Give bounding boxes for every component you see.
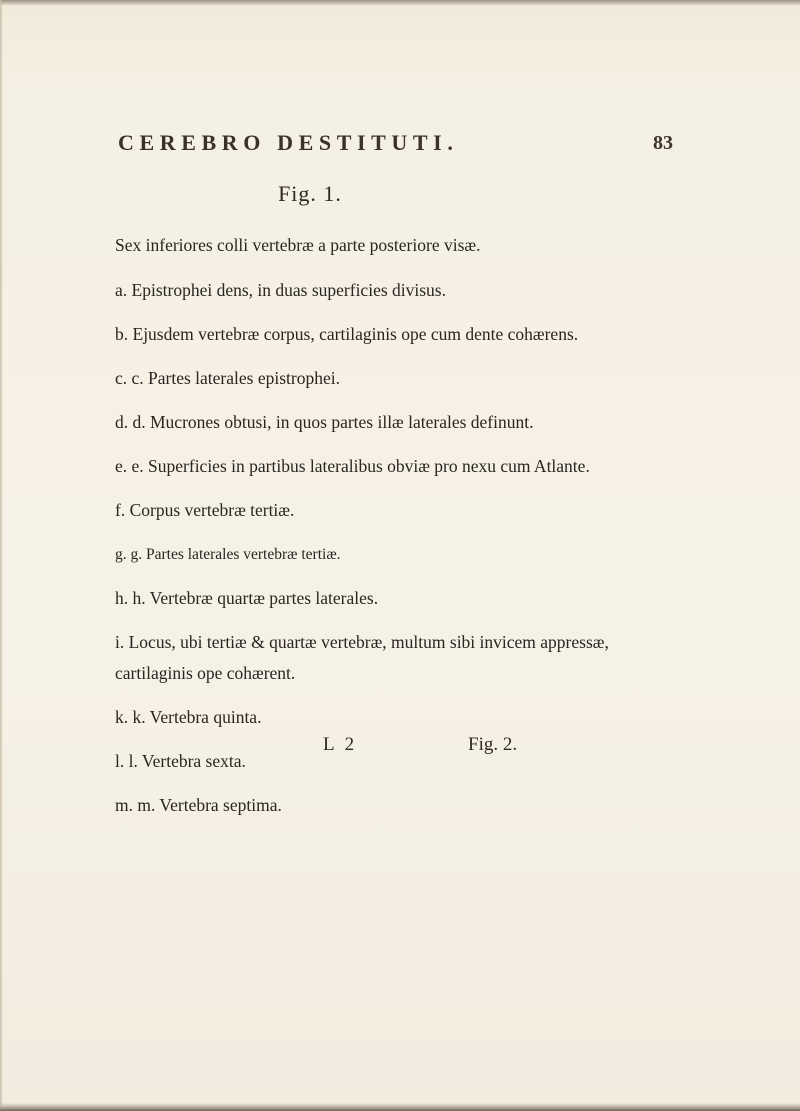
legend-item-g: g. g. Partes laterales vertebræ tertiæ.: [115, 546, 341, 563]
page-left-edge: [0, 0, 3, 1111]
page-number: 83: [653, 132, 673, 154]
page-footer: [0, 734, 800, 764]
catchword: Fig. 2.: [468, 734, 518, 755]
legend-intro: Sex inferiores colli vertebræ a parte posteriore visæ.: [115, 235, 481, 255]
legend-item-k: k. k. Vertebra quinta.: [115, 707, 262, 727]
legend-item-a: a. Epistrophei dens, in duas superficies divisus.: [115, 280, 446, 300]
page-bottom-edge: [0, 1103, 800, 1111]
legend-item-f: f. Corpus vertebræ tertiæ.: [115, 500, 295, 520]
signature-mark: L 2: [323, 734, 358, 755]
legend-item-i: i. Locus, ubi tertiæ & quartæ vertebræ, multum sibi invicem appressæ, cartilaginis ope cohærent.: [115, 632, 609, 683]
running-head: [118, 130, 673, 160]
running-title: CEREBRO DESTITUTI.: [118, 130, 459, 155]
legend-item-m: m. m. Vertebra septima.: [115, 795, 282, 815]
legend-item-c: c. c. Partes laterales epistrophei.: [115, 368, 340, 388]
legend-item-e: e. e. Superficies in partibus lateralibus obviæ pro nexu cum Atlante.: [115, 456, 590, 476]
legend-item-h: h. h. Vertebræ quartæ partes laterales.: [115, 588, 379, 608]
legend-item-b: b. Ejusdem vertebræ corpus, cartilaginis ope cum dente cohærens.: [115, 324, 579, 344]
legend-item-l: l. l. Vertebra sexta.: [115, 751, 246, 771]
page-top-edge: [0, 0, 800, 6]
figure-title: Fig. 1.: [278, 181, 342, 206]
legend-item-d: d. d. Mucrones obtusi, in quos partes illæ laterales definunt.: [115, 412, 534, 432]
